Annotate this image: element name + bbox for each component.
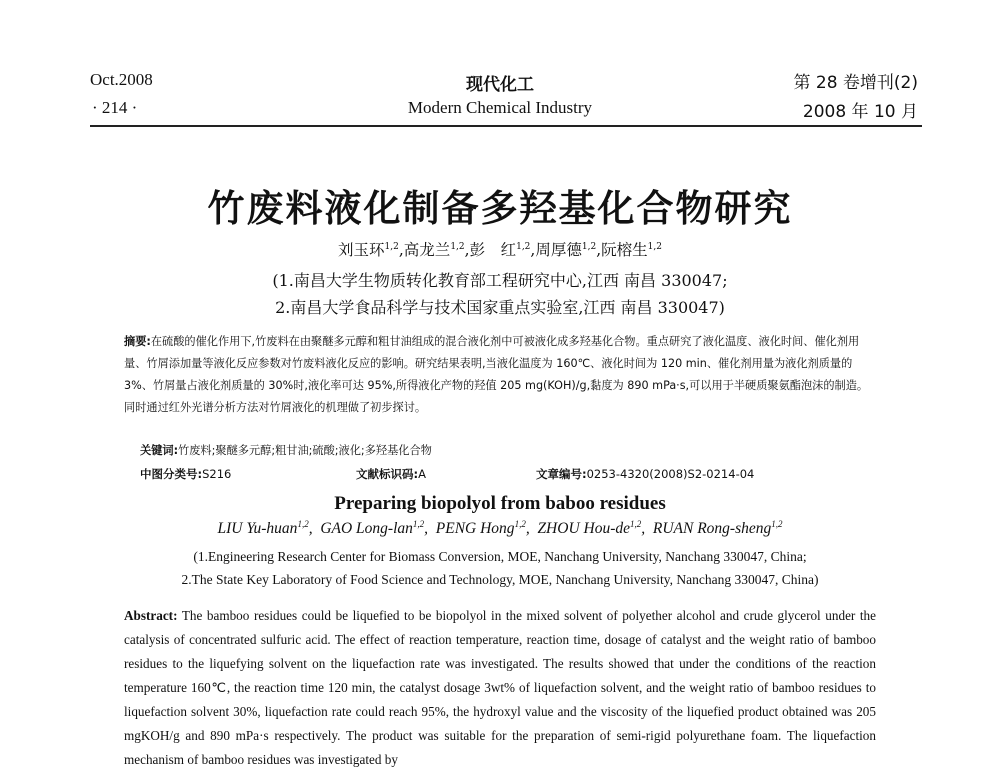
- author-cn: 阮榕生$^{1,2}$: [601, 241, 662, 259]
- keywords-cn: [140, 440, 892, 462]
- header-journal-cn: 现代化工: [466, 75, 534, 95]
- author-en: PENG Hong$^{1,2}$: [435, 518, 526, 537]
- abstract-cn-label: 摘要:: [124, 335, 151, 348]
- abstract-cn-text: 在硫酸的催化作用下,竹废料在由聚醚多元醇和粗甘油组成的混合液化剂中可被液化成多羟基化合物。重点研究了液化温度、液化时间、催化剂用量、竹屑添加量等液化反应参数对竹废料液化反应的影响。研究结果表明,当液化温度为 160℃、液化时间为 120 min、催化剂用量为液化剂质量的 3%、竹屑量占液化剂质量的 30%时,液化率可达 95%,所得液化产物的羟值 205 mg(KOH)/g,黏度为 890 mPa·s,可以用于半硬质聚氨酯泡沫的制造。同时通过红外光谱分析方法对竹屑液化的机理做了初步探讨。: [124, 335, 869, 414]
- authors-cn: 刘玉环$^{1,2}$,高龙兰$^{1,2}$,彭 红$^{1,2}$,周厚德$^{1,2}$,阮榕生$^{1,2}$: [338, 241, 662, 259]
- author-cn: 周厚德$^{1,2}$: [535, 241, 597, 259]
- clc-number: 中图分类号:S216: [140, 467, 232, 481]
- keywords-cn-label: 关键词:: [140, 444, 179, 457]
- abstract-cn: [124, 331, 876, 419]
- keywords-cn-text: 竹废料;聚醚多元醇;粗甘油;硫酸;液化;多羟基化合物: [178, 444, 432, 457]
- author-cn: 刘玉环$^{1,2}$: [338, 241, 399, 259]
- author-en: RUAN Rong-sheng$^{1,2}$: [652, 518, 783, 537]
- paper-title-en: Preparing biopolyol from baboo residues: [334, 493, 666, 514]
- header-volume: 第 28 卷增刊(2): [793, 73, 918, 93]
- document-code: 文献标识码:A: [356, 467, 426, 481]
- header-date-en: Oct.2008: [90, 70, 153, 89]
- header-rule: [90, 125, 922, 127]
- author-cn: 彭 红$^{1,2}$: [469, 241, 531, 259]
- article-number: 文章编号:0253-4320(2008)S2-0214-04: [536, 467, 755, 481]
- affiliation-cn-1: (1.南昌大学生物质转化教育部工程研究中心,江西 南昌 330047;: [272, 271, 728, 290]
- author-en: GAO Long-lan$^{1,2}$: [320, 518, 425, 537]
- paper-title-cn: 竹废料液化制备多羟基化合物研究: [207, 187, 793, 230]
- author-en: LIU Yu-huan$^{1,2}$: [217, 518, 309, 537]
- affiliation-en-1: (1.Engineering Research Center for Biomass Conversion, MOE, Nanchang University, Nanchang 330047, China;: [193, 549, 807, 564]
- abstract-en-text: The bamboo residues could be liquefied to be biopolyol in the mixed solvent of polyether alcohol and crude glycerol under the catalysis of concentrated sulfuric acid. The effect of reaction temperature, reaction time, dosage of catalyst and the weight ratio of bamboo residues to the liquefying solvent on the liquefaction rate was investigated. The results showed that under the conditions of the reaction temperature 160℃, the reaction time 120 min, the catalyst dosage 3wt% of liquefaction solvent, and the weight ratio of bamboo residues to liquefaction solvent 30%, liquefaction rate could reach 95%, the hydroxyl value and the viscosity of the liquefied product obtained was 205 mgKOH/g and 890 mPa·s respectively. The product was suitable for the preparation of semi-rigid polyurethane foam. The liquefaction mechanism of bamboo residues was investigated by: [124, 608, 877, 767]
- header-journal-en: Modern Chemical Industry: [407, 98, 593, 117]
- abstract-en: [124, 604, 876, 772]
- affiliation-en-2: 2.The State Key Laboratory of Food Science and Technology, MOE, Nanchang University, Nanchang 330047, China): [181, 572, 819, 587]
- author-en: ZHOU Hou-de$^{1,2}$: [537, 518, 642, 537]
- header-page-number: · 214 ·: [92, 98, 138, 117]
- header-date-cn: 2008 年 10 月: [802, 102, 918, 122]
- abstract-en-label: Abstract:: [124, 608, 178, 623]
- authors-en: LIU Yu-huan$^{1,2}$, GAO Long-lan$^{1,2}$, PENG Hong$^{1,2}$, ZHOU Hou-de$^{1,2}$, RUAN Rong-sheng$^{1,2}$: [217, 518, 783, 537]
- affiliation-cn-2: 2.南昌大学食品科学与技术国家重点实验室,江西 南昌 330047): [275, 298, 725, 317]
- author-cn: 高龙兰$^{1,2}$: [403, 241, 465, 259]
